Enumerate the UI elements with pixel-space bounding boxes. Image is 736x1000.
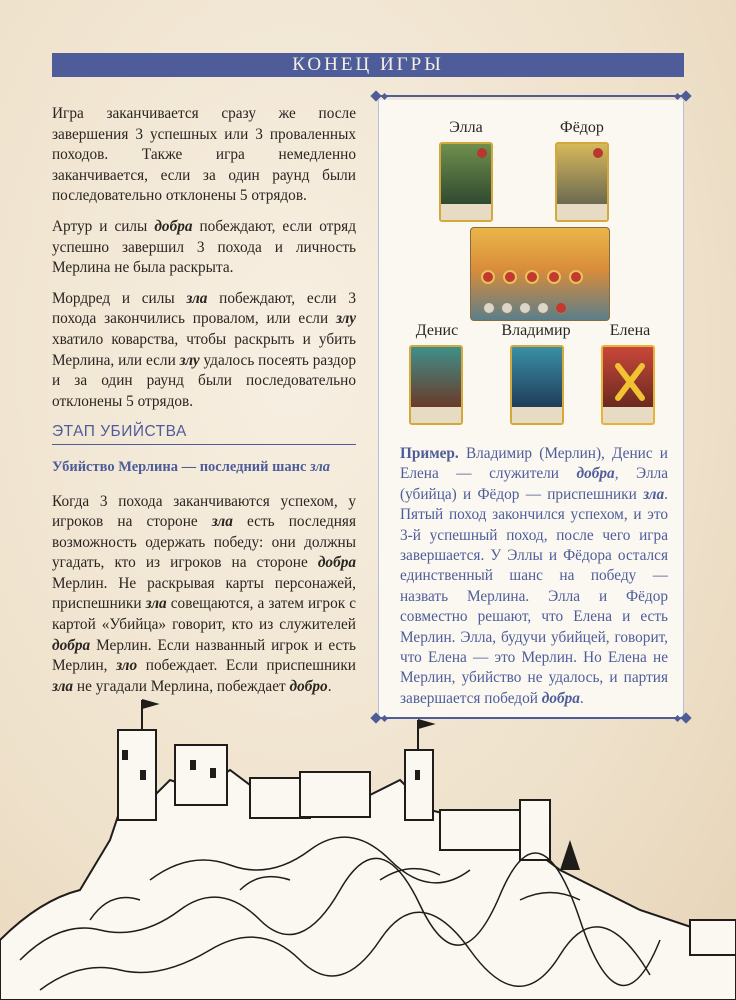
example-text: Пример. Владимир (Мерлин), Денис и Елена — служители добра, Элла (убийца) и Фёдор — приспешники зла. Пятый поход закончился успехом, и это 3-й успешный поход, после чего игра завершается. У Эллы и Фёдора остался единственный шанс на победу — назвать Мерлина. Элла и Фёдор совместно решают, что Елена и есть Мерлин. Элла, будучи убийцей, говорит, что Елена — это Мерлин. Но Елена не Мерлин, убийство не удалось, и партия завершается победой добра. <box>400 445 668 707</box>
vote-track-slot <box>501 302 513 314</box>
cross-mark-icon <box>615 363 645 401</box>
character-card-fedor <box>555 142 609 222</box>
character-card-ella <box>439 142 493 222</box>
evil-badge-icon <box>477 148 487 158</box>
paragraph-assassination: Когда 3 похода заканчиваются успехом, у игроков на стороне зла есть последняя возможность одержать победу: они должны угадать, кто из игроков на стороне добра Мерлин. Не раскрывая карты персонажей, приспешники зла совещаются, а затем игрок с картой «Убийца» говорит, кто из служителей добра Мерлин. Если названный игрок и есть Мерлин, зло побеждает. Если приспешники зла не угадали Мерлина, побеждает добро. <box>52 492 356 695</box>
paragraph-evil-wins: Мордред и силы зла побеждают, если 3 похода закончились провалом, или если злу хватило коварства, чтобы раскрыть и убить Мерлина, или если злу удалось посеять раздор и за один раунд были последовательно отклонены 5 отрядов. <box>52 289 356 410</box>
quest-token-icon <box>547 270 561 284</box>
player-name-fedor: Фёдор <box>560 119 604 136</box>
evil-badge-icon <box>593 148 603 158</box>
vote-track-slot <box>483 302 495 314</box>
player-name-denis: Денис <box>415 322 459 339</box>
quest-board <box>470 227 610 321</box>
vote-track-slot <box>519 302 531 314</box>
player-name-vladimir: Владимир <box>501 322 571 339</box>
page-title: КОНЕЦ ИГРЫ <box>52 53 684 77</box>
quest-token-icon <box>481 270 495 284</box>
player-name-elena: Елена <box>609 322 651 339</box>
quest-token-icon <box>525 270 539 284</box>
vote-track-slot <box>555 302 567 314</box>
paragraph-good-wins: Артур и силы добра побеждают, если отряд успешно завершил 3 похода и личность Мерлина не была раскрыта. <box>52 217 356 277</box>
castle-illustration <box>0 690 736 1000</box>
vote-track-slot <box>537 302 549 314</box>
character-card-denis <box>409 345 463 425</box>
section-heading-assassination: ЭТАП УБИЙСТВА <box>52 422 356 445</box>
quest-token-icon <box>503 270 517 284</box>
character-card-vladimir <box>510 345 564 425</box>
sub-heading-merlin-kill: Убийство Мерлина — последний шанс зла <box>52 458 331 475</box>
box-ornament-top <box>368 92 694 100</box>
player-name-ella: Элла <box>449 119 483 136</box>
quest-token-icon <box>569 270 583 284</box>
paragraph-game-end: Игра заканчивается сразу же после завершения 3 успешных или 3 проваленных походов. Также игра немедленно заканчивается, если за один раунд были последовательно отклонены 5 отрядов. <box>52 105 356 205</box>
rules-text-column <box>52 104 356 707</box>
character-card-elena <box>601 345 655 425</box>
